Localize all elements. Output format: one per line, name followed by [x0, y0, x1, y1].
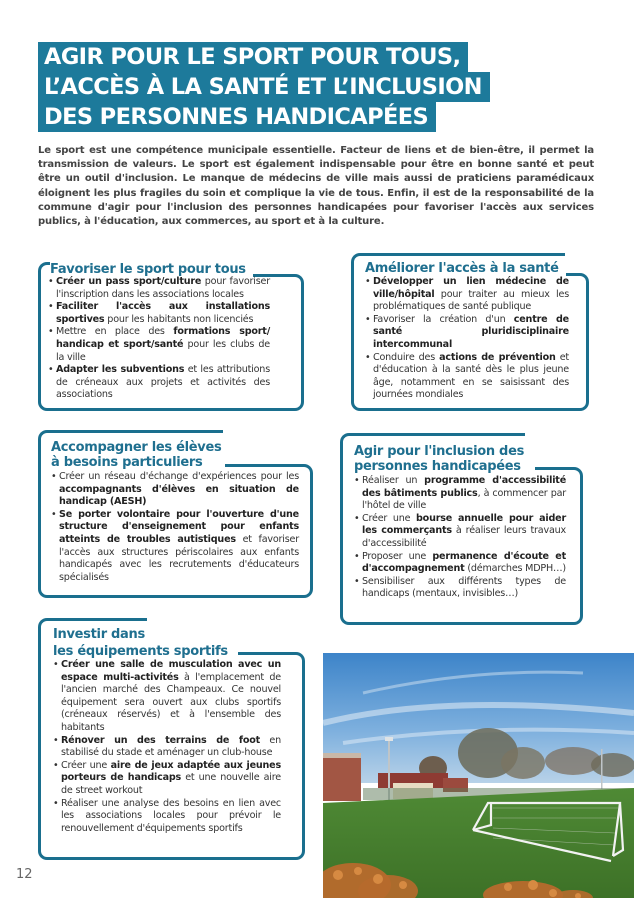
- box-frame-top: [47, 618, 147, 621]
- box-frame: [340, 433, 355, 625]
- football-pitch-image: [323, 653, 634, 898]
- page-title: [38, 42, 490, 132]
- list-item: • Créer une aire de jeux adaptée aux jeunes porteurs de handicaps et une nouvelle aire de street workout: [53, 760, 281, 798]
- box-title-line: les équipements sportifs: [53, 644, 228, 659]
- list-item: • Se porter volontaire pour l'ouverture d'une structure d'enseignement pour enfants atteints de troubles autistiques et favoriser l'accès aux structures périscolaires aux enfants handicapés avec les recrutements d'éducateurs spécialisés: [51, 509, 299, 585]
- box-list: [365, 276, 569, 402]
- list-item: • Favoriser la création d'un centre de santé pluridisciplinaire intercommunal: [365, 314, 569, 352]
- box-frame-top-right: [535, 467, 574, 470]
- box-title: [51, 440, 225, 470]
- box-frame-bottom: [349, 622, 574, 625]
- list-item: • Créer un pass sport/culture pour favoriser l'inscription dans les associations locales: [48, 276, 270, 301]
- box-frame: [289, 274, 304, 411]
- page-title-line-2: L’ACCÈS À LA SANTÉ ET L’INCLUSION: [38, 72, 490, 102]
- box-frame-bottom: [47, 595, 304, 598]
- box-title: [53, 626, 232, 660]
- box-frame-top: [360, 253, 565, 256]
- list-item: • Créer une bourse annuelle pour aider les commerçants à réaliser leurs travaux d'accessibilité: [354, 513, 566, 551]
- box-title: Améliorer l'accès à la santé: [365, 261, 563, 276]
- list-item: • Créer une salle de musculation avec un espace multi-activités à l'emplacement de l'ancien marché des Champeaux. Ce nouvel équipement sera ouvert aux clubs sportifs (créneaux réservés) et à l'ensemble des habitants: [53, 659, 281, 735]
- box-inclusion-handicap: [340, 433, 583, 625]
- list-item: • Adapter les subventions et les attributions de créneaux aux projets et activités des associations: [48, 364, 270, 402]
- intro-paragraph: Le sport est une compétence municipale essentielle. Facteur de liens et de bien-être, il permet la transmission de valeurs. Le sport est également indispensable pour être en bonne santé et peut être un outil d'inclusion. Le manque de médecins de ville mais aussi de praticiens paramédicaux éloignent les plus fragiles du soin et complique la vie de tous. Enfin, il est de la responsabilité de la commune d'agir pour l'inclusion des personnes handicapées pour favoriser l'accès aux services publics, à l'éducation, aux commerces, au sport et à la culture.: [38, 145, 594, 228]
- page-number: 12: [16, 867, 33, 882]
- box-title-line: Agir pour l'inclusion des: [354, 444, 525, 459]
- box-frame-bottom: [47, 408, 295, 411]
- box-acces-sante: [351, 253, 589, 411]
- page-title-line-1: AGIR POUR LE SPORT POUR TOUS,: [38, 42, 468, 72]
- box-frame: [574, 273, 589, 411]
- box-frame-top: [349, 433, 525, 436]
- list-item: • Sensibiliser aux différents types de handicaps (mentaux, invisibles…): [354, 576, 566, 601]
- box-list: [354, 475, 566, 601]
- box-frame-bottom: [360, 408, 580, 411]
- box-list: [53, 659, 281, 835]
- box-list: [48, 276, 270, 402]
- box-frame: [290, 652, 305, 860]
- box-frame-top-right: [216, 464, 304, 467]
- box-frame-top: [47, 430, 223, 433]
- box-sport-pour-tous: [38, 262, 304, 411]
- list-item: • Créer un réseau d'échange d'expériences pour les accompagnants d'élèves en situation de handicap (AESH): [51, 471, 299, 509]
- page-title-line-3: DES PERSONNES HANDICAPÉES: [38, 102, 436, 132]
- list-item: • Réaliser une analyse des besoins en lien avec les associations locales pour prévoir le renouvellement d'équipements sportifs: [53, 798, 281, 836]
- box-frame-top-right: [238, 652, 296, 655]
- list-item: • Mettre en place des formations sport/ handicap et sport/santé pour les clubs de la ville: [48, 326, 270, 364]
- list-item: • Réaliser un programme d'accessibilité des bâtiments publics, à commencer par l'hôtel de ville: [354, 475, 566, 513]
- football-pitch-photo: [323, 653, 634, 898]
- list-item: • Rénover un des terrains de foot en stabilisé du stade et aménager un club-house: [53, 735, 281, 760]
- box-title-line: Investir dans: [53, 627, 145, 642]
- box-frame: [298, 464, 313, 598]
- box-eleves-besoins: [38, 430, 313, 598]
- list-item: • Conduire des actions de prévention et d'éducation à la santé dès le plus jeune âge, notamment en se saisissant des journées mondiales: [365, 352, 569, 402]
- box-equipements-sportifs: [38, 618, 305, 860]
- list-item: • Faciliter l'accès aux installations sportives pour les habitants non licenciés: [48, 301, 270, 326]
- box-title-line: personnes handicapées: [354, 459, 521, 474]
- box-frame: [38, 618, 53, 860]
- box-title-line: Accompagner les élèves: [51, 440, 222, 455]
- box-list: [51, 471, 299, 584]
- box-title: Favoriser le sport pour tous: [50, 262, 250, 277]
- list-item: • Développer un lien médecine de ville/hôpital pour traiter au mieux les problématiques de santé publique: [365, 276, 569, 314]
- list-item: • Proposer une permanence d'écoute et d'accompagnement (démarches MDPH…): [354, 551, 566, 576]
- box-frame-bottom: [47, 857, 296, 860]
- box-title: [354, 444, 528, 474]
- box-frame: [568, 467, 583, 625]
- box-title-line: à besoins particuliers: [51, 455, 203, 470]
- box-frame: [351, 253, 366, 411]
